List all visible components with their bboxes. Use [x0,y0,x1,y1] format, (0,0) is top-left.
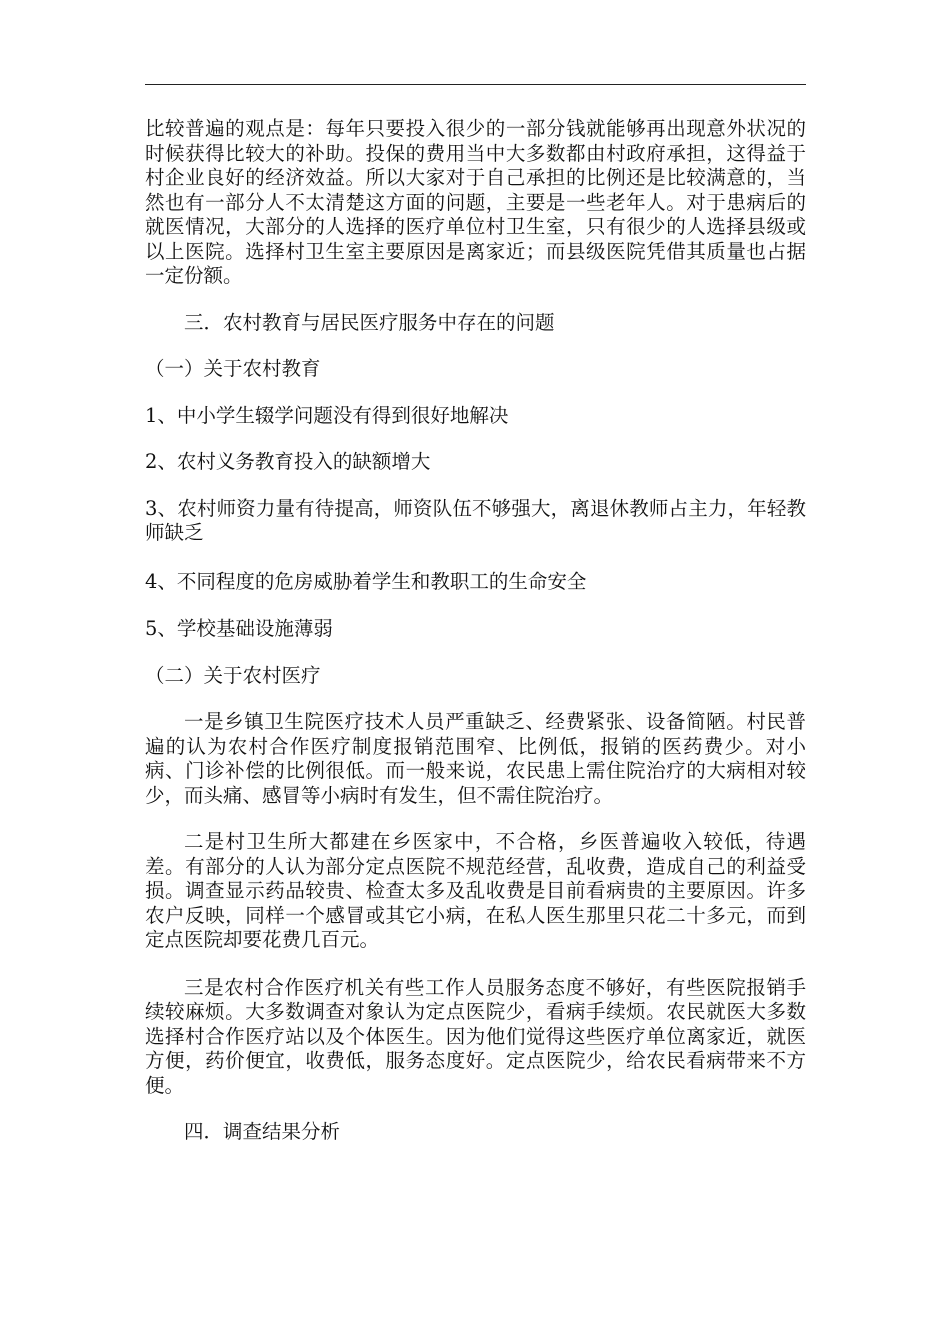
list-item-education-4: 4、不同程度的危房威胁着学生和教职工的生命安全 [145,569,587,593]
paragraph-insurance-views: 比较普遍的观点是：每年只要投入很少的一部分钱就能够再出现意外状况的时候获得比较大的补助。投保的费用当中大多数都由村政府承担，这得益于村企业良好的经济效益。所以大家对于自己承担的比例还是比较满意的，当然也有一部分人不太清楚这方面的问题，主要是一些老年人。对于患病后的就医情况，大部分的人选择的医疗单位村卫生室，只有很少的人选择县级或以上医院。选择村卫生室主要原因是离家近；而县级医院凭借其质量也占据一定份额。 [145,117,806,287]
list-item-education-2: 2、农村义务教育投入的缺额增大 [145,450,431,473]
section-heading-problems: 三．农村教育与居民医疗服务中存在的问题 [184,310,555,334]
list-item-education-5: 5、学校基础设施薄弱 [145,617,333,640]
header-rule [145,84,806,85]
subsection-heading-education: （一）关于农村教育 [145,357,321,380]
subsection-heading-medical: （二）关于农村医疗 [145,663,321,687]
list-item-education-1: 1、中小学生辍学问题没有得到很好地解决 [145,403,509,427]
paragraph-medical-first: 一是乡镇卫生院医疗技术人员严重缺乏、经费紧张、设备简陋。村民普遍的认为农村合作医疗制度报销范围窄、比例低，报销的医药费少。对小病、门诊补偿的比例很低。而一般来说，农民患上需住院治疗的大病相对较少，而头痛、感冒等小病时有发生，但不需住院治疗。 [145,710,806,807]
section-heading-analysis: 四．调查结果分析 [184,1120,341,1143]
document-body [145,117,806,1145]
paragraph-medical-second: 二是村卫生所大都建在乡医家中，不合格，乡医普遍收入较低，待遇差。有部分的人认为部分定点医院不规范经营，乱收费，造成自己的利益受损。调查显示药品较贵、检查太多及乱收费是目前看病贵的主要原因。许多农户反映，同样一个感冒或其它小病，在私人医生那里只花二十多元，而到定点医院却要花费几百元。 [145,830,806,951]
list-item-education-3: 3、农村师资力量有待提高，师资队伍不够强大，离退休教师占主力，年轻教师缺乏 [145,496,806,544]
paragraph-medical-third: 三是农村合作医疗机关有些工作人员服务态度不够好，有些医院报销手续较麻烦。大多数调查对象认为定点医院少，看病手续烦。农民就医大多数选择村合作医疗站以及个体医生。因为他们觉得这些医疗单位离家近，就医方便，药价便宜，收费低，服务态度好。定点医院少，给农民看病带来不方便。 [145,975,806,1097]
